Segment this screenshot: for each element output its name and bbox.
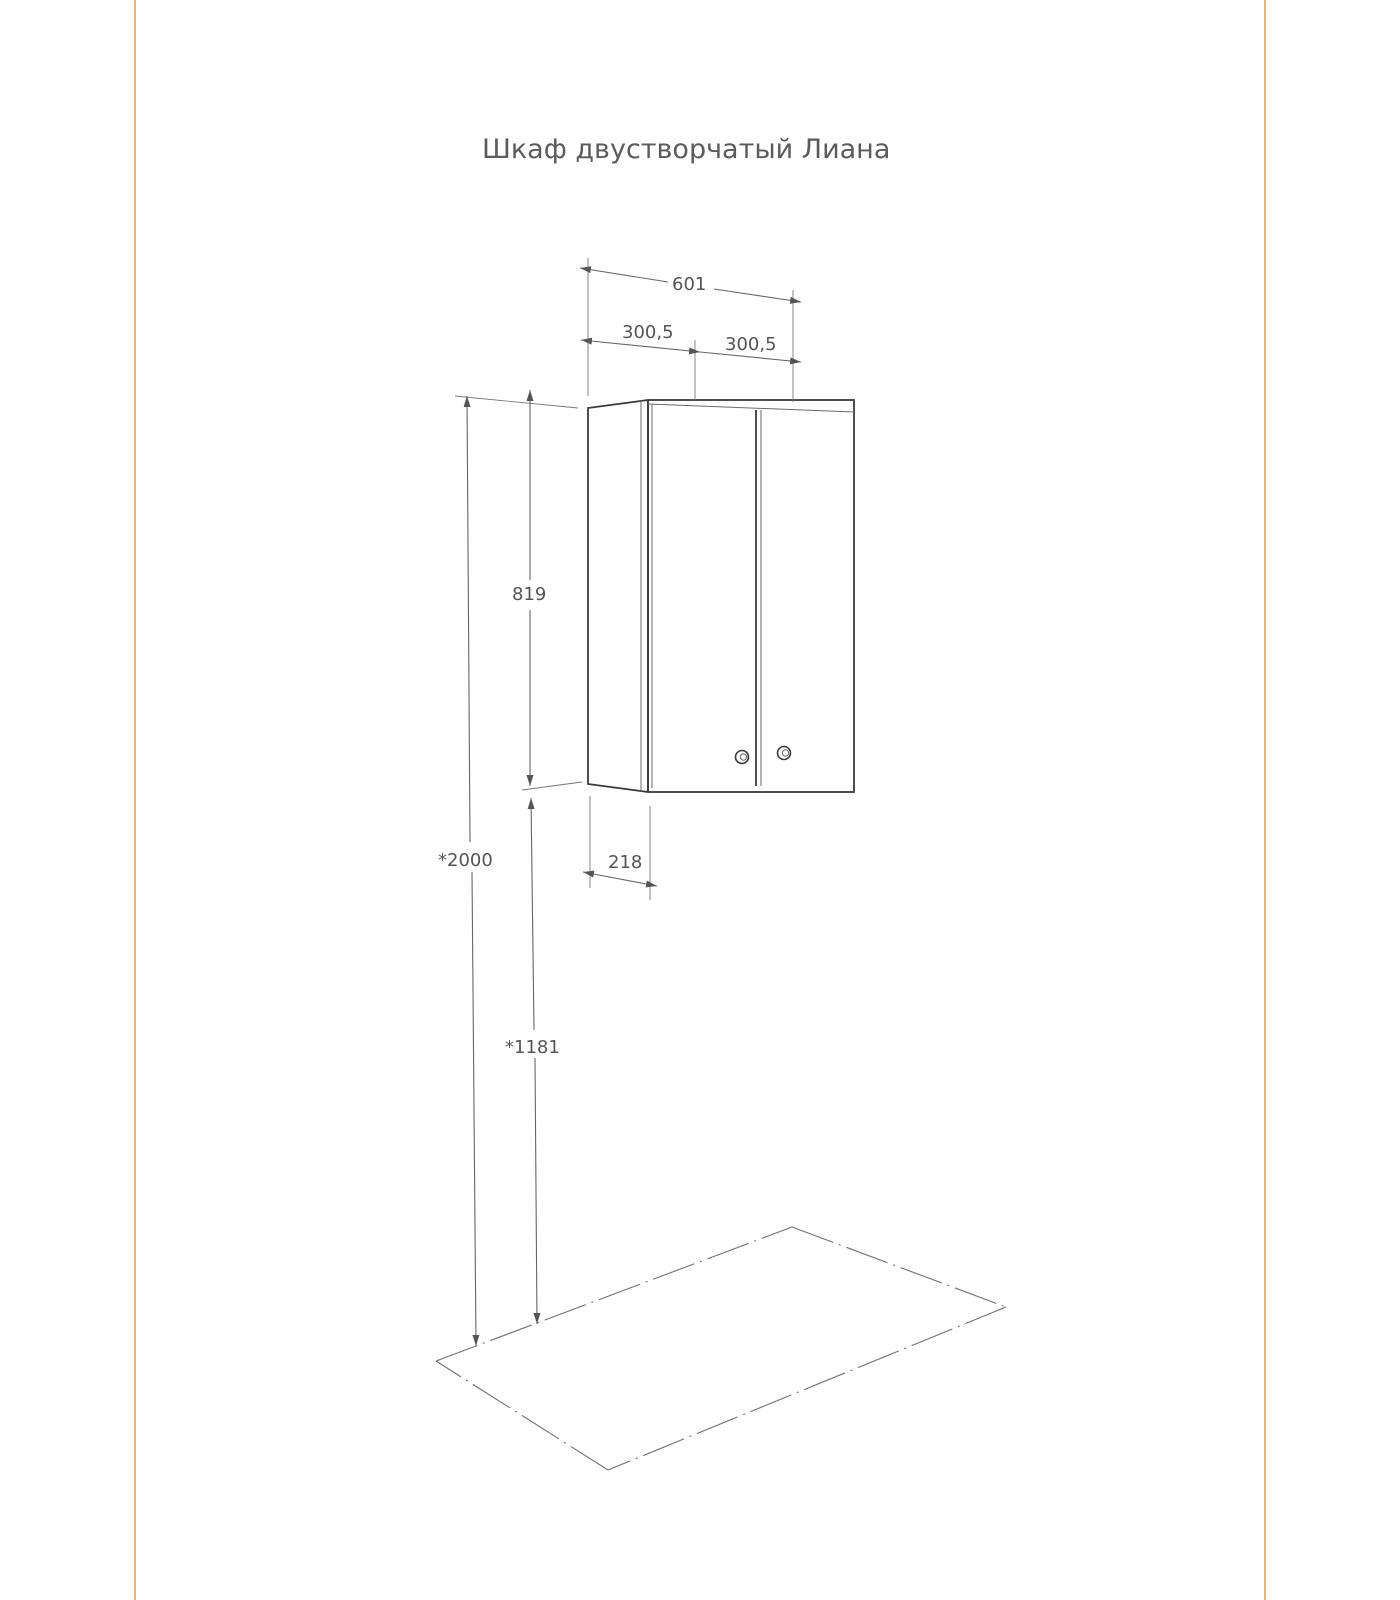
dim-total-width-label: 601	[672, 274, 707, 295]
dim-depth	[583, 796, 657, 900]
dim-right-door-label: 300,5	[725, 334, 777, 355]
dim-bottom-from-floor-label: *1181	[505, 1037, 560, 1058]
dim-bottom-from-floor	[505, 798, 560, 1324]
page-border	[135, 0, 1265, 1600]
cabinet-side-panel	[588, 400, 648, 792]
cabinet-front-panel	[648, 400, 854, 792]
right-door-knob	[778, 747, 791, 760]
cabinet-top-edge	[648, 404, 854, 412]
floor-outline	[436, 1227, 1006, 1470]
dim-top-from-floor	[438, 396, 493, 1346]
dim-depth-label: 218	[608, 852, 643, 873]
dim-top-from-floor-label: *2000	[438, 850, 493, 871]
dim-height-label: 819	[512, 584, 547, 605]
drawing-title: Шкаф двустворчатый Лиана	[482, 134, 891, 165]
cabinet	[588, 400, 854, 792]
dim-left-door-label: 300,5	[622, 322, 674, 343]
dim-height	[512, 390, 546, 786]
left-door-knob	[736, 751, 749, 764]
dim-door-widths	[581, 322, 801, 362]
dim-total-width	[580, 268, 801, 302]
